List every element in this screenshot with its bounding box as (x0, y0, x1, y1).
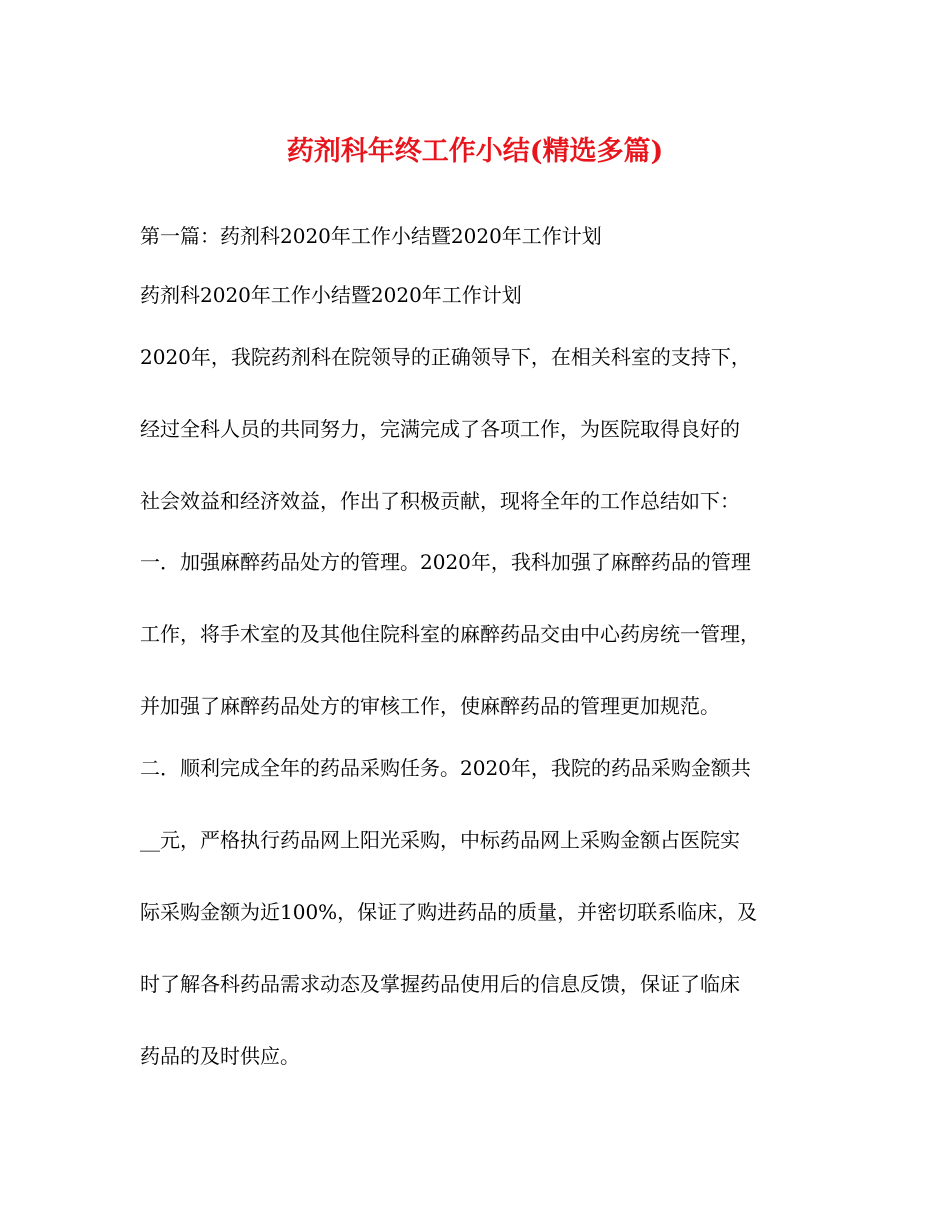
text-line: 经过全科人员的共同努力，完满完成了各项工作，为医院取得良好的 (140, 417, 740, 441)
text-line: __元，严格执行药品网上阳光采购，中标药品网上采购金额占医院实 (140, 828, 740, 852)
section-heading: 第一篇：药剂科2020年工作小结暨2020年工作计划 (140, 224, 602, 248)
text-line: 二．顺利完成全年的药品采购任务。2020年，我院的药品采购金额共 (140, 756, 751, 780)
text-line: 并加强了麻醉药品处方的审核工作，使麻醉药品的管理更加规范。 (140, 694, 720, 718)
text-line: 工作，将手术室的及其他住院科室的麻醉药品交由中心药房统一管理， (140, 622, 760, 646)
text-line: 社会效益和经济效益，作出了积极贡献，现将全年的工作总结如下： (140, 489, 740, 513)
subtitle-line: 药剂科2020年工作小结暨2020年工作计划 (140, 283, 522, 307)
text-line: 2020年，我院药剂科在院领导的正确领导下，在相关科室的支持下， (140, 345, 751, 369)
text-line: 药品的及时供应。 (140, 1044, 300, 1068)
text-line: 一．加强麻醉药品处方的管理。2020年，我科加强了麻醉药品的管理 (140, 550, 751, 574)
document-title: 药剂科年终工作小结(精选多篇) (286, 136, 664, 167)
text-line: 时了解各科药品需求动态及掌握药品使用后的信息反馈，保证了临床 (140, 972, 740, 996)
text-line: 际采购金额为近100%，保证了购进药品的质量，并密切联系临床，及 (140, 900, 758, 924)
